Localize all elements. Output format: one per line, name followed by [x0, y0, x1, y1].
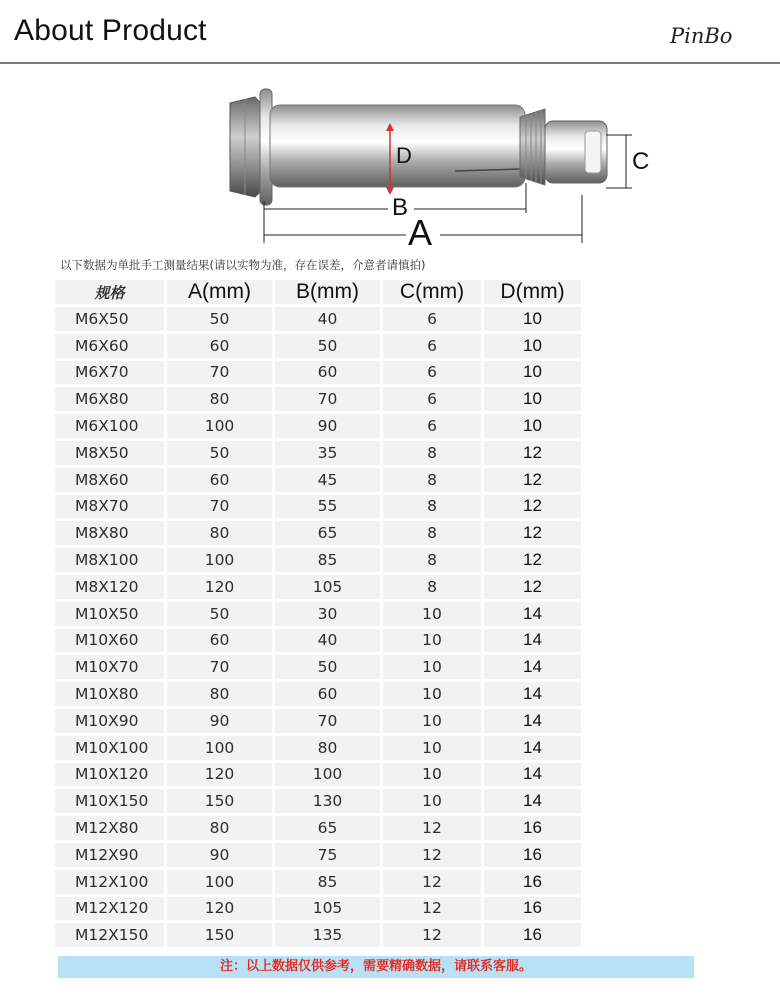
cell-b: 65 [275, 816, 380, 840]
table-row [55, 361, 581, 385]
cell-c: 12 [383, 843, 481, 867]
cell-a: 80 [167, 816, 272, 840]
cell-d: 12 [484, 521, 581, 545]
cell-b: 40 [275, 307, 380, 331]
cell-a: 50 [167, 307, 272, 331]
cell-spec: M10X80 [55, 682, 164, 706]
cell-c: 10 [383, 789, 481, 813]
cell-a: 100 [167, 870, 272, 894]
cell-c: 8 [383, 521, 481, 545]
cell-a: 90 [167, 709, 272, 733]
cell-b: 50 [275, 655, 380, 679]
cell-c: 6 [383, 307, 481, 331]
cell-c: 10 [383, 709, 481, 733]
anchor-bolt-diagram [200, 85, 660, 260]
cell-d: 10 [484, 307, 581, 331]
cell-b: 135 [275, 923, 380, 947]
cell-d: 12 [484, 548, 581, 572]
bolt-head [230, 97, 262, 197]
cell-c: 6 [383, 361, 481, 385]
cell-b: 85 [275, 870, 380, 894]
cell-spec: M6X50 [55, 307, 164, 331]
cell-spec: M12X120 [55, 897, 164, 921]
cell-a: 100 [167, 548, 272, 572]
cell-c: 8 [383, 575, 481, 599]
header-a: A(mm) [167, 280, 272, 304]
cell-a: 60 [167, 468, 272, 492]
cell-spec: M6X100 [55, 414, 164, 438]
cell-a: 60 [167, 629, 272, 653]
cell-a: 120 [167, 763, 272, 787]
cell-b: 45 [275, 468, 380, 492]
cell-spec: M10X70 [55, 655, 164, 679]
page-title: About Product [14, 14, 207, 47]
cell-b: 70 [275, 709, 380, 733]
cell-a: 80 [167, 387, 272, 411]
cell-a: 150 [167, 923, 272, 947]
cell-a: 70 [167, 361, 272, 385]
cell-d: 14 [484, 629, 581, 653]
cell-b: 55 [275, 495, 380, 519]
cell-spec: M8X120 [55, 575, 164, 599]
cell-d: 10 [484, 361, 581, 385]
table-row [55, 923, 581, 947]
table-row [55, 843, 581, 867]
cell-spec: M12X100 [55, 870, 164, 894]
cell-b: 50 [275, 334, 380, 358]
cell-a: 60 [167, 334, 272, 358]
cell-b: 85 [275, 548, 380, 572]
cell-d: 10 [484, 414, 581, 438]
cell-a: 70 [167, 495, 272, 519]
cell-d: 14 [484, 736, 581, 760]
cell-d: 16 [484, 923, 581, 947]
cell-d: 16 [484, 897, 581, 921]
table-row [55, 307, 581, 331]
cell-c: 6 [383, 334, 481, 358]
cell-b: 70 [275, 387, 380, 411]
cell-c: 12 [383, 816, 481, 840]
cell-b: 105 [275, 897, 380, 921]
table-row [55, 736, 581, 760]
label-c: C [632, 148, 650, 175]
cell-c: 10 [383, 629, 481, 653]
cell-c: 8 [383, 495, 481, 519]
cell-c: 8 [383, 468, 481, 492]
header-d: D(mm) [484, 280, 581, 304]
cell-spec: M10X90 [55, 709, 164, 733]
cell-d: 16 [484, 843, 581, 867]
table-row [55, 870, 581, 894]
header-divider [0, 62, 780, 64]
cell-spec: M6X80 [55, 387, 164, 411]
cell-d: 14 [484, 682, 581, 706]
cell-c: 10 [383, 736, 481, 760]
table-row [55, 816, 581, 840]
cell-d: 14 [484, 763, 581, 787]
cell-c: 8 [383, 441, 481, 465]
cell-spec: M8X50 [55, 441, 164, 465]
cell-c: 10 [383, 655, 481, 679]
cell-a: 50 [167, 602, 272, 626]
cell-b: 30 [275, 602, 380, 626]
table-row [55, 521, 581, 545]
cell-a: 50 [167, 441, 272, 465]
cell-b: 80 [275, 736, 380, 760]
cell-d: 10 [484, 387, 581, 411]
cell-a: 100 [167, 736, 272, 760]
cell-c: 10 [383, 763, 481, 787]
cell-b: 130 [275, 789, 380, 813]
cell-c: 6 [383, 387, 481, 411]
table-header-row [55, 280, 581, 304]
cell-b: 35 [275, 441, 380, 465]
measurement-note: 以下数据为单批手工测量结果(请以实物为准，存在误差，介意者请慎拍) [60, 258, 426, 272]
cell-a: 120 [167, 575, 272, 599]
spec-table [52, 277, 584, 950]
cell-spec: M10X60 [55, 629, 164, 653]
cell-b: 60 [275, 361, 380, 385]
cell-d: 12 [484, 575, 581, 599]
cell-spec: M8X100 [55, 548, 164, 572]
header-c: C(mm) [383, 280, 481, 304]
cell-spec: M10X100 [55, 736, 164, 760]
cell-spec: M8X70 [55, 495, 164, 519]
table-row [55, 575, 581, 599]
dimension-c-marker [606, 135, 632, 188]
cell-d: 12 [484, 468, 581, 492]
cell-d: 14 [484, 655, 581, 679]
cell-a: 150 [167, 789, 272, 813]
cell-c: 12 [383, 923, 481, 947]
label-d: D [396, 143, 412, 168]
table-row [55, 897, 581, 921]
spec-table-wrapper [52, 277, 584, 950]
cell-c: 10 [383, 682, 481, 706]
cell-a: 80 [167, 521, 272, 545]
cell-b: 100 [275, 763, 380, 787]
cell-spec: M8X60 [55, 468, 164, 492]
table-row [55, 629, 581, 653]
table-row [55, 682, 581, 706]
cell-spec: M10X120 [55, 763, 164, 787]
label-a: A [408, 212, 433, 253]
cell-c: 12 [383, 897, 481, 921]
expansion-cone [520, 109, 607, 185]
label-b: B [392, 194, 409, 221]
cell-b: 75 [275, 843, 380, 867]
cell-d: 16 [484, 870, 581, 894]
cell-b: 60 [275, 682, 380, 706]
brand-signature: PinBo [670, 24, 733, 48]
table-row [55, 334, 581, 358]
cell-d: 12 [484, 495, 581, 519]
cell-a: 80 [167, 682, 272, 706]
header-b: B(mm) [275, 280, 380, 304]
cell-spec: M6X70 [55, 361, 164, 385]
table-row [55, 468, 581, 492]
cell-c: 6 [383, 414, 481, 438]
cell-spec: M6X60 [55, 334, 164, 358]
footer-notice: 注：以上数据仅供参考，需要精确数据，请联系客服。 [58, 956, 694, 978]
cell-spec: M12X90 [55, 843, 164, 867]
cell-d: 12 [484, 441, 581, 465]
cell-a: 100 [167, 414, 272, 438]
table-row [55, 602, 581, 626]
table-row [55, 763, 581, 787]
cell-d: 14 [484, 709, 581, 733]
table-row [55, 414, 581, 438]
table-row [55, 709, 581, 733]
cell-d: 10 [484, 334, 581, 358]
cell-spec: M12X150 [55, 923, 164, 947]
header-spec: 规格 [55, 280, 164, 304]
cell-spec: M10X50 [55, 602, 164, 626]
cell-d: 14 [484, 789, 581, 813]
table-row [55, 655, 581, 679]
table-row [55, 441, 581, 465]
cell-a: 70 [167, 655, 272, 679]
cell-b: 65 [275, 521, 380, 545]
cell-b: 40 [275, 629, 380, 653]
cell-b: 90 [275, 414, 380, 438]
cell-d: 14 [484, 602, 581, 626]
cell-spec: M10X150 [55, 789, 164, 813]
table-row [55, 548, 581, 572]
cell-spec: M8X80 [55, 521, 164, 545]
cell-a: 90 [167, 843, 272, 867]
table-row [55, 387, 581, 411]
table-row [55, 495, 581, 519]
cell-a: 120 [167, 897, 272, 921]
cell-d: 16 [484, 816, 581, 840]
table-row [55, 789, 581, 813]
cell-c: 12 [383, 870, 481, 894]
cell-b: 105 [275, 575, 380, 599]
cell-c: 10 [383, 602, 481, 626]
cell-c: 8 [383, 548, 481, 572]
cell-spec: M12X80 [55, 816, 164, 840]
